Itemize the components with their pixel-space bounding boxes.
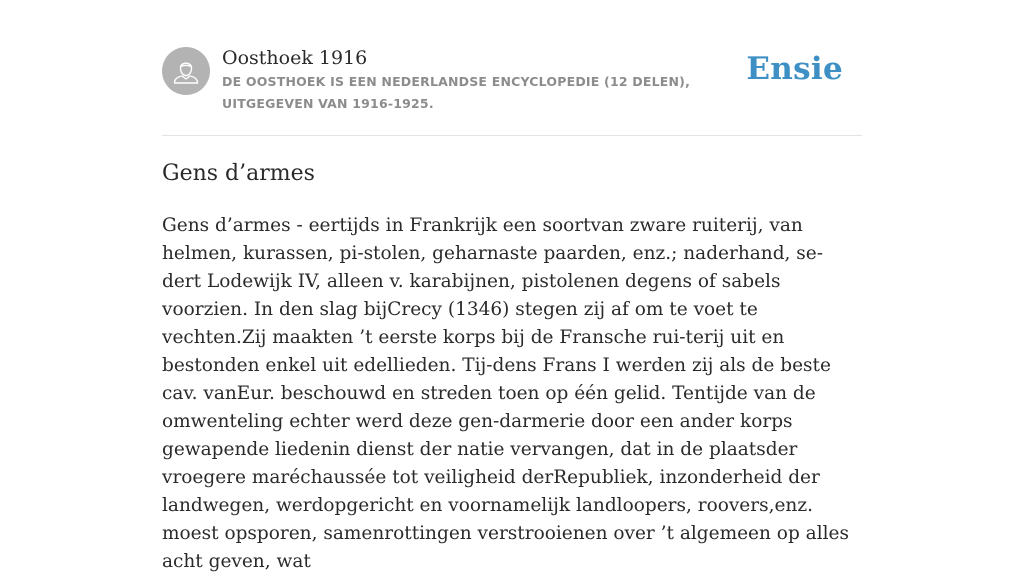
article-body: Gens d’armes - eertijds in Frankrijk een soortvan zware ruiterij, van helmen, kurassen, pi-stolen, geharnaste paarden, enz.; naderhand, se-dert Lodewijk IV, alleen v. karabijnen, pistolenen degens of sabels voorzien. In den slag bijCrecy (1346) stegen zij af om te voet te vechten.Zij maakten ’t eerste korps bij de Fransche rui-terij uit en bestonden enkel uit edellieden. Tij-dens Frans I werden zij als de beste cav. vanEur. beschouwd en streden toen op één gelid. Tentijde van de omwenteling echter werd deze gen-darmerie door een ander korps gewapende liedenin dienst der natie vervangen, dat in de plaatsder vroegere maréchaussée tot veiligheid derRepubliek, inzonderheid der landwegen, werdopgericht en voornamelijk landloopers, roovers,enz. moest opsporen, samenrottingen verstrooienen over ’t algemeen op alles acht geven, wat	[162, 215, 849, 572]
article-title: Gens d’armes	[162, 161, 315, 186]
source-info	[222, 46, 762, 115]
ensie-logo[interactable]: Ensie	[746, 51, 843, 87]
header-divider	[162, 135, 862, 136]
source-title[interactable]: Oosthoek 1916	[222, 47, 368, 69]
source-description: DE OOSTHOEK IS EEN NEDERLANDSE ENCYCLOPEDIE (12 DELEN), UITGEGEVEN VAN 1916-1925.	[222, 74, 691, 111]
source-header	[162, 46, 862, 116]
user-silhouette-icon[interactable]	[162, 47, 210, 95]
